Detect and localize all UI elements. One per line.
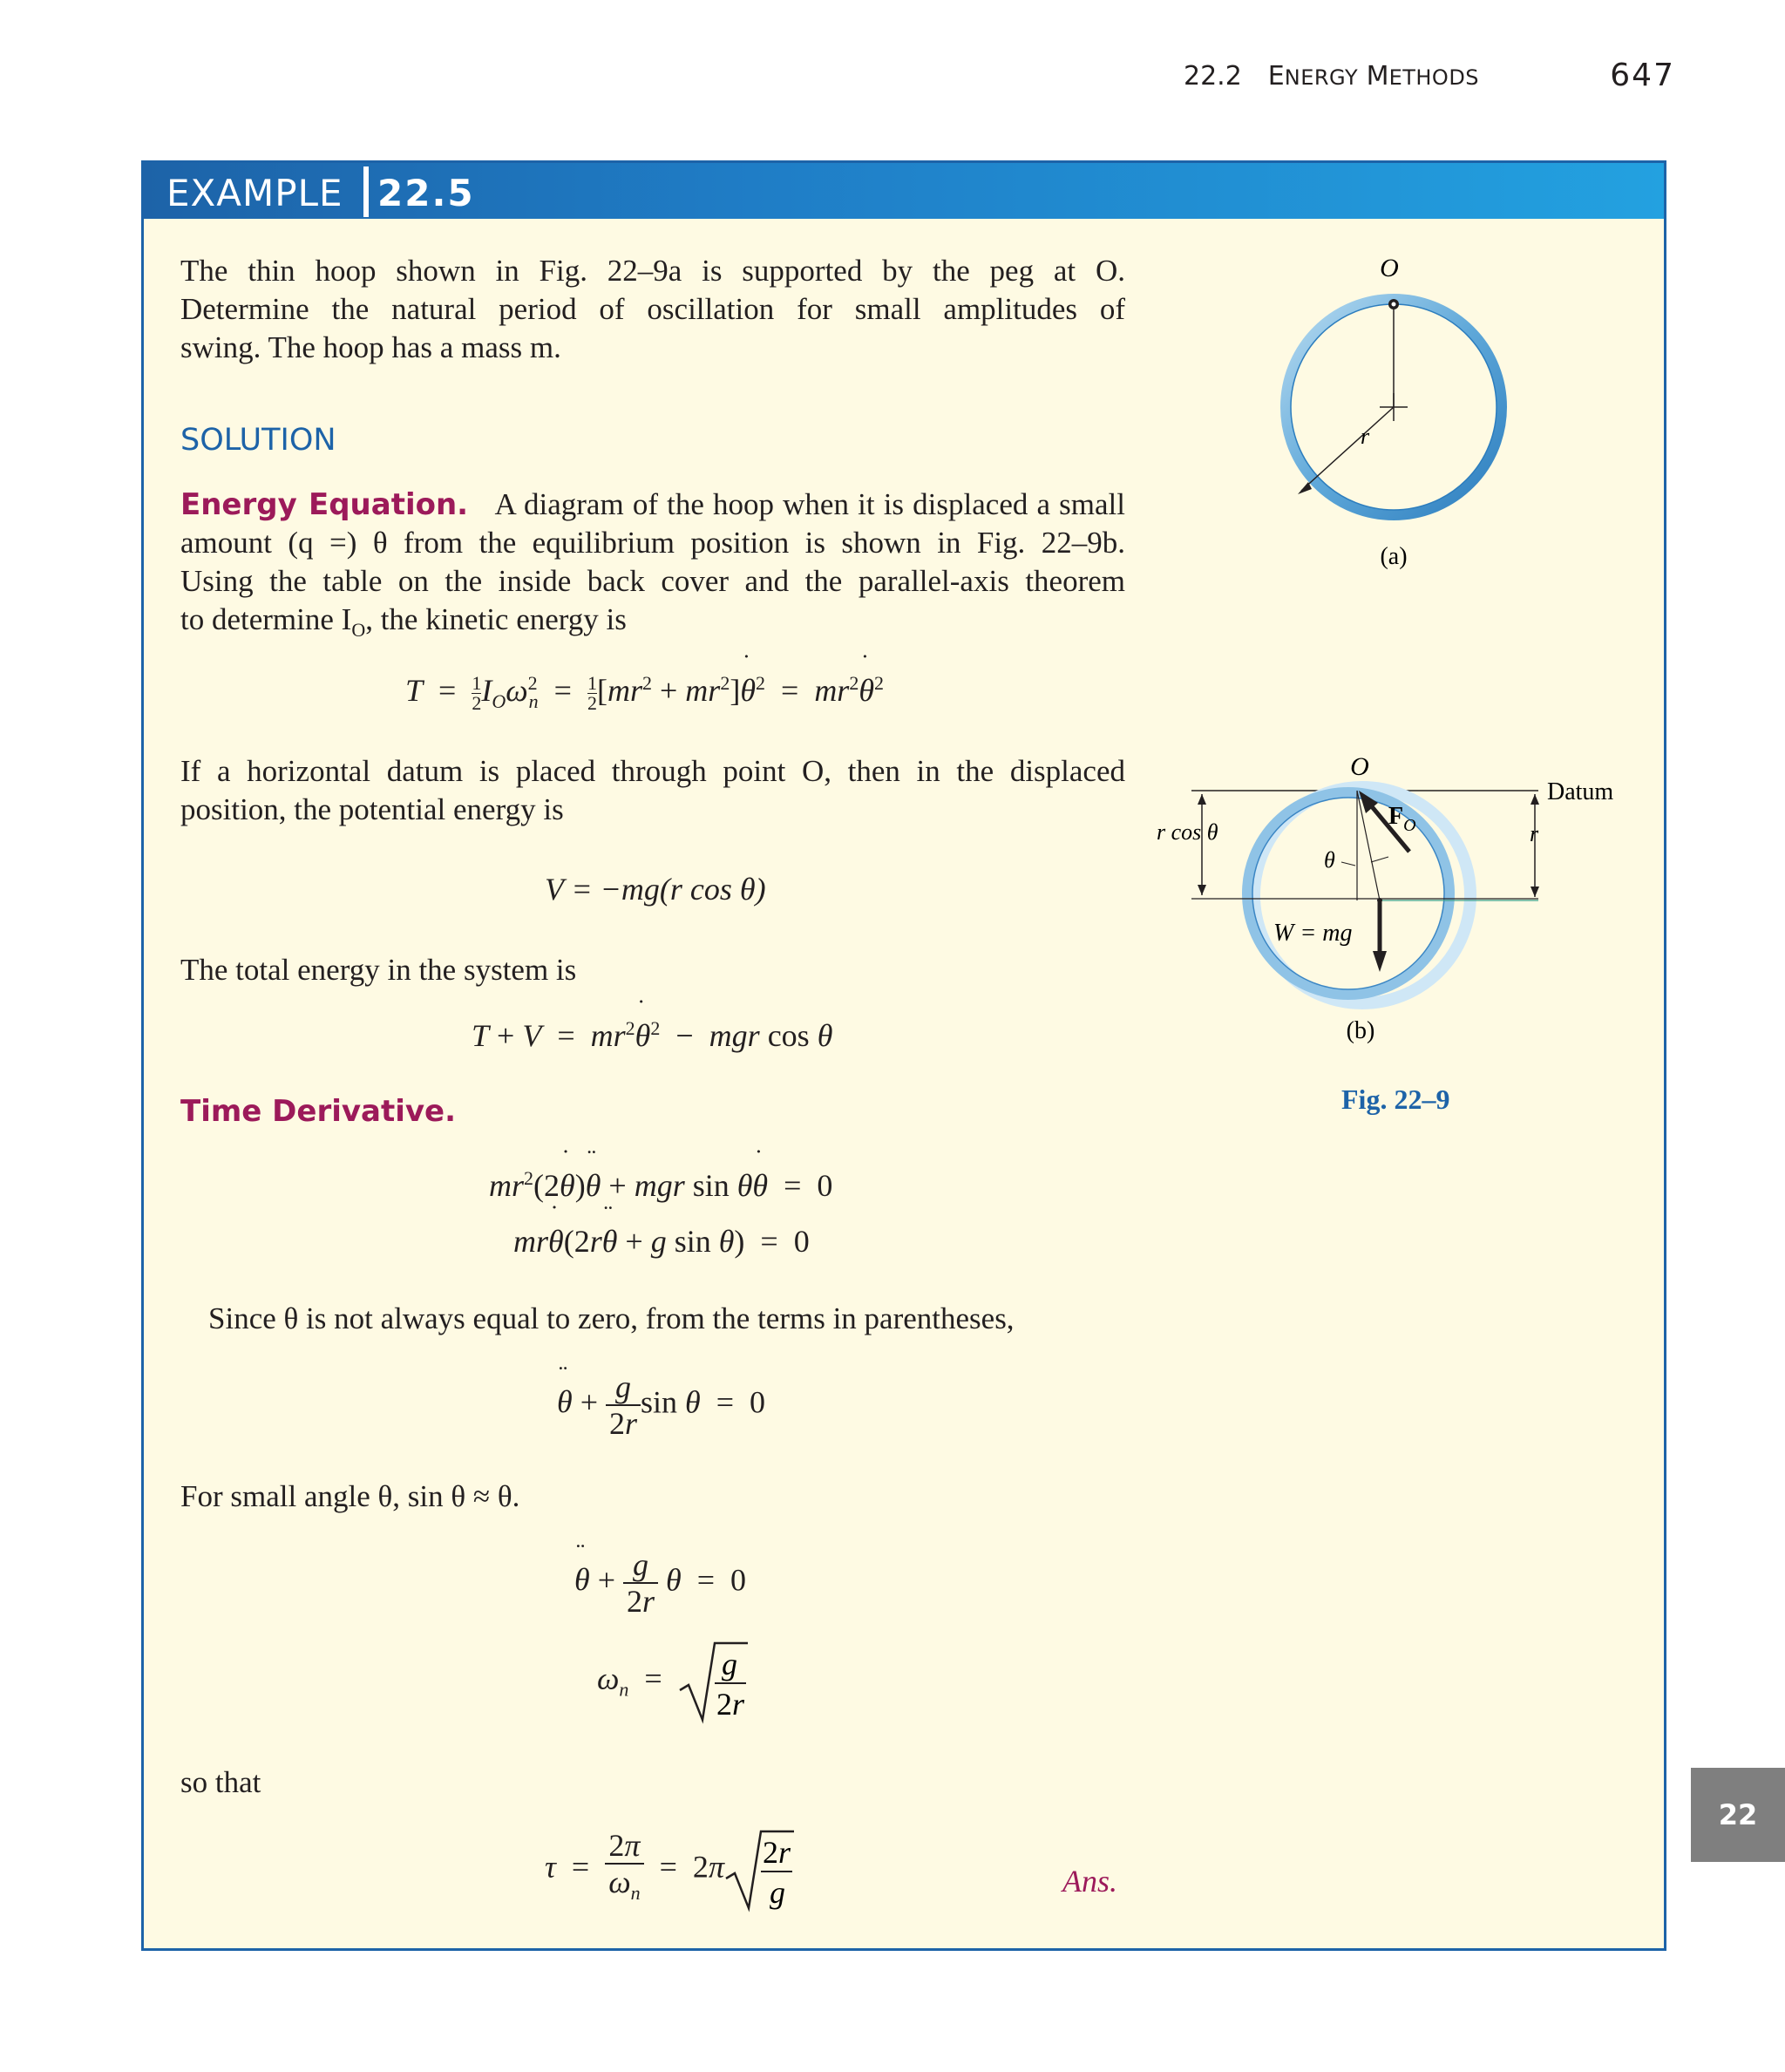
derivative-equation-1: $mr^2(2˙$ θ)¨ θ + mgr sin θ˙ θ = 0 xyxy=(489,1167,832,1204)
r-dimension-label: r xyxy=(1530,821,1539,846)
example-number: 22.5 xyxy=(377,172,475,214)
point-o-label: O xyxy=(1380,254,1399,282)
small-angle-text: For small angle θ, sin θ ≈ θ. xyxy=(180,1479,520,1513)
figure-a-label: (a) xyxy=(1380,543,1408,570)
displaced-hoop xyxy=(1247,792,1449,995)
sqrt-symbol xyxy=(678,1640,748,1723)
page-number: 647 xyxy=(1610,58,1675,93)
energy-paragraph: Energy Equation. A diagram of the hoop when it is displaced a small amount (q =) θ from the equilibrium position is shown in Fig. 22–9b. Using the table on the inside back cover and the parallel-axis theorem to determine $I_O$, the kinetic energy is xyxy=(180,487,1125,641)
running-header: 22.2 ENERGY METHODS xyxy=(1184,61,1480,92)
section-number: 22.2 xyxy=(1184,61,1242,92)
svg-text:g: g xyxy=(721,1647,737,1681)
sqrt-symbol xyxy=(724,1828,794,1912)
total-energy-text: The total energy in the system is xyxy=(180,953,577,987)
radius-label: r xyxy=(1361,424,1370,449)
figure-caption: Fig. 22–9 xyxy=(1341,1084,1450,1115)
motion-equation-1: ¨ θ + $\frac{g}{2r}$ sin θ = 0 xyxy=(557,1369,765,1441)
example-header xyxy=(144,163,1664,219)
theta-label: θ xyxy=(1324,847,1335,873)
figure-b-label: (b) xyxy=(1346,1017,1375,1044)
svg-text:2r: 2r xyxy=(762,1835,791,1870)
svg-text:g: g xyxy=(769,1875,785,1910)
problem-statement: The thin hoop shown in Fig. 22–9a is supported by the peg at O. Determine the natural period of oscillation for small amplitudes of swing. The hoop has a mass m. xyxy=(180,254,1125,364)
time-derivative-heading: Time Derivative. xyxy=(180,1094,457,1129)
svg-text:2r: 2r xyxy=(716,1687,744,1722)
rcos-label: r cos θ xyxy=(1157,819,1218,845)
solution-heading: SOLUTION xyxy=(180,423,336,458)
kinetic-energy-equation: T = $\frac{1}{2}$ $I_O\omega^2_n$ = $\frac{1}{2}$ [$mr^2$ + $mr^2]˙$ $\theta^2$ = $mr^2˙$ $\theta^2$ xyxy=(405,672,884,713)
weight-label: W = mg xyxy=(1273,920,1353,947)
derivative-equation-2: mr˙ θ(2r¨ θ + g sin θ) = 0 xyxy=(513,1223,810,1260)
point-o-label: O xyxy=(1350,752,1369,781)
potential-energy-equation: V = −mg(r cos θ) xyxy=(545,872,766,907)
figure-b xyxy=(1157,738,1634,1070)
force-label: $F_O$ xyxy=(1388,803,1416,835)
chapter-tab: 22 xyxy=(1691,1768,1785,1862)
motion-equation-2: ¨ θ + $\frac{g}{2r}$ θ = 0 xyxy=(574,1547,746,1619)
so-that-text: so that xyxy=(180,1765,261,1799)
total-energy-equation: $T + V = mr^2˙$ $\theta^2$ − mgr cos θ xyxy=(472,1017,832,1054)
potential-paragraph: If a horizontal datum is placed through point O, then in the displaced position, the potential energy is xyxy=(180,754,1125,826)
datum-label: Datum xyxy=(1547,778,1614,805)
energy-heading: Energy Equation. xyxy=(180,487,469,522)
answer-label: Ans. xyxy=(1062,1864,1117,1899)
natural-frequency-equation: $\omega_n$ = g 2r xyxy=(597,1640,748,1723)
period-equation: τ = $\frac{2\pi}{\omega_n}$ = 2π 2r g xyxy=(545,1828,794,1912)
header-separator xyxy=(363,166,369,217)
since-text: Since θ is not always equal to zero, from the terms in parentheses, xyxy=(208,1301,1015,1335)
figure-a xyxy=(1263,250,1524,581)
example-label: EXAMPLE xyxy=(166,172,343,214)
example-box xyxy=(141,160,1666,1951)
